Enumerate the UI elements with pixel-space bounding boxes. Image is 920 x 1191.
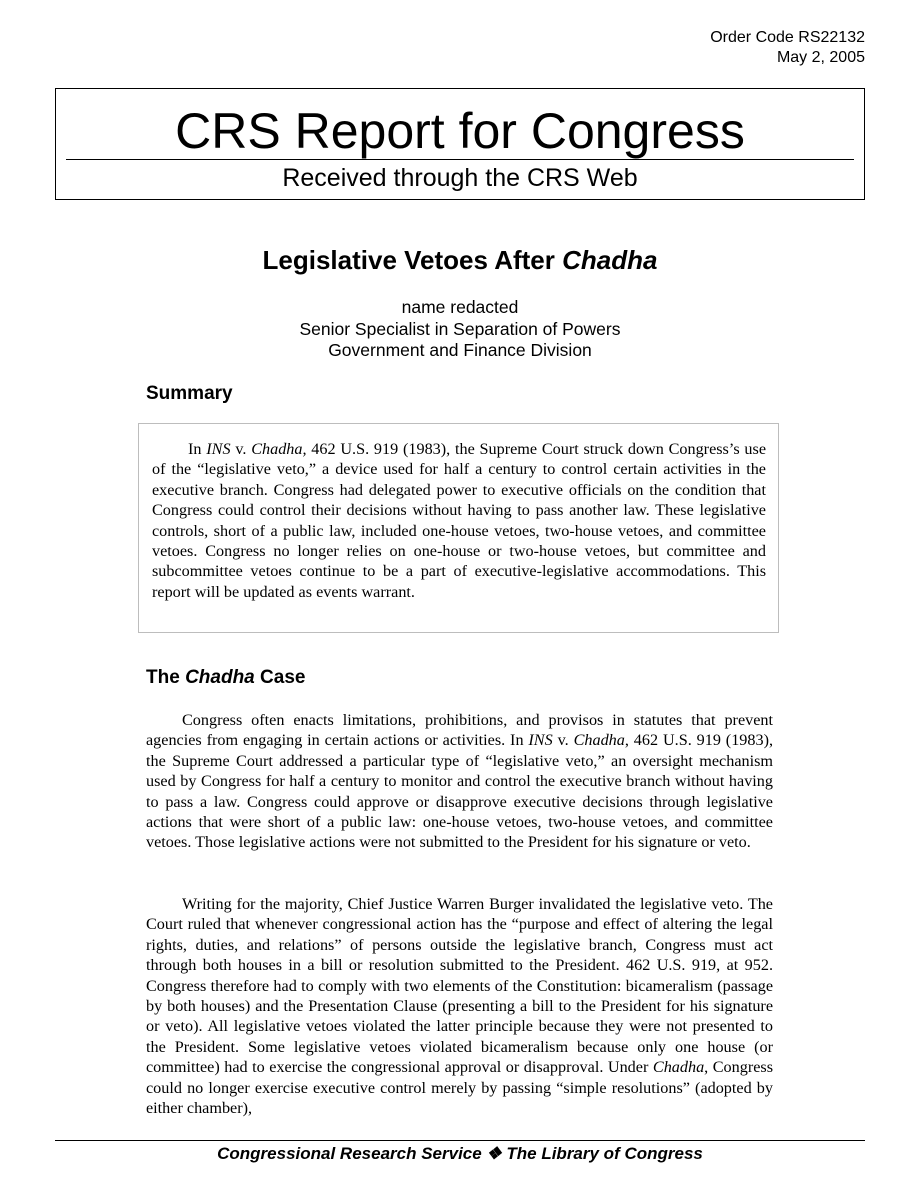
- footer-text: Congressional Research Service ❖ The Library of Congress: [217, 1144, 703, 1163]
- para1-text-1: Congress often enacts limitations, prohibitions, and provisos in statutes that prevent agencies from engaging in certain actions or activities. In: [146, 711, 773, 750]
- section-heading: [146, 666, 305, 690]
- para1-text-3: , 462 U.S. 919 (1983), the Supreme Court addressed a particular type of “legislative veto,” an oversight mechanism used by Congress for half a century to monitor and control the executive branch without having to pass a law. Congress could approve or disapprove executive decisions through legislative actions that were short of a public law: one-house vetoes, two-house vetoes, and committee vetoes. Those legislative actions were not submitted to the President for his signature or veto.: [146, 731, 774, 852]
- body-paragraph-1: [146, 710, 773, 853]
- order-info: [710, 28, 865, 68]
- section-heading-suffix: Case: [254, 667, 306, 688]
- summary-paragraph: [152, 439, 766, 602]
- report-banner: [55, 88, 865, 200]
- para2-text-2: , Congress could no longer exercise executive control merely by passing “simple resolutions” (adopted by either chamber),: [146, 1058, 773, 1118]
- banner-title: CRS Report for Congress: [175, 103, 745, 159]
- summary-case-chadha: Chadha,: [251, 440, 307, 458]
- document-title: [0, 244, 920, 276]
- para2-case-chadha: Chadha: [652, 1058, 705, 1077]
- document-title-text: Legislative Vetoes After: [262, 245, 563, 275]
- footer-divider: [55, 1140, 865, 1141]
- banner-divider: [66, 159, 854, 160]
- para2-text-1: Writing for the majority, Chief Justice Warren Burger invalidated the legislative veto. The Court ruled that whenever congressional action has the “purpose and effect of altering the legal rights, duties, and relations” of persons outside the legislative branch, Congress must act through both houses in a bill or resolution submitted to the President. 462 U.S. 919, at 952. Congress therefore had to comply with two elements of the Constitution: bicameralism (passage by both houses) and the Presentation Clause (presenting a bill to the President for his signature or veto). All legislative vetoes violated the latter principle because they were not presented to the President. Some legislative vetoes violated bicameralism because only one house (or committee) had to exercise the congressional approval or disapproval. Under: [146, 895, 773, 1077]
- para1-case-ins: INS: [528, 731, 553, 750]
- banner-subtitle: Received through the CRS Web: [282, 164, 638, 192]
- document-title-case: Chadha: [562, 245, 658, 275]
- summary-text-1: In: [188, 440, 207, 458]
- para1-case-chadha: Chadha: [573, 731, 625, 750]
- report-date: May 2, 2005: [776, 49, 865, 66]
- summary-box: [138, 423, 779, 633]
- summary-case-ins: INS: [206, 440, 231, 458]
- order-code: Order Code RS22132: [710, 29, 865, 46]
- author-division: Government and Finance Division: [328, 340, 592, 360]
- section-heading-case: Chadha: [185, 667, 255, 688]
- summary-text-3: 462 U.S. 919 (1983), the Supreme Court struck down Congress’s use of the “legislative veto,” a device used for half a century to control certain activities in the executive branch. Congress had delegated power to executive officials on the condition that Congress could control their decisions without having to pass another law. These legislative controls, short of a public law, included one-house vetoes, two-house vetoes, and committee vetoes. Congress no longer relies on one-house or two-house vetoes, but committee and subcommittee vetoes continue to be a part of executive-legislative accommodations. This report will be updated as events warrant.: [152, 440, 767, 601]
- summary-text-2: v.: [230, 440, 252, 458]
- author-name: name redacted: [401, 297, 519, 317]
- author-title: Senior Specialist in Separation of Powers: [299, 318, 621, 339]
- body-paragraph-2: [146, 894, 773, 1118]
- author-block: [0, 297, 920, 362]
- summary-heading: Summary: [146, 383, 233, 404]
- para1-text-2: v.: [552, 731, 574, 750]
- section-heading-prefix: The: [146, 667, 186, 688]
